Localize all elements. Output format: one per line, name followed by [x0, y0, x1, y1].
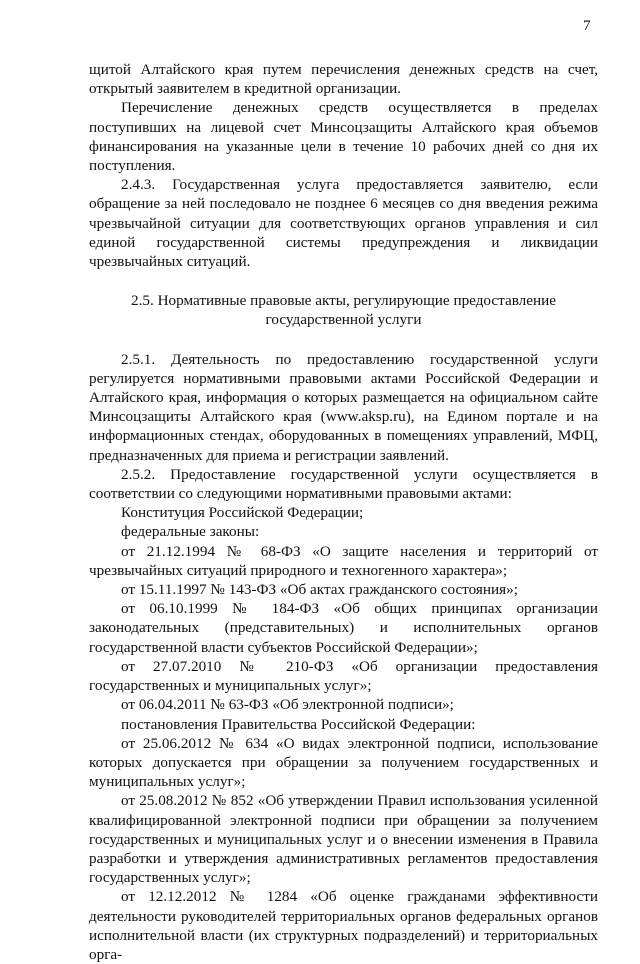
section-heading — [89, 291, 598, 329]
document-body — [89, 60, 598, 964]
paragraph: 2.5.2. Предоставление государственной услуги осуществляется в соответствии со следующими нормативными правовыми актами: — [89, 465, 598, 503]
paragraph: от 06.04.2011 № 63-ФЗ «Об электронной подписи»; — [121, 696, 454, 714]
paragraph: постановления Правительства Российской Федерации: — [121, 715, 476, 733]
section-heading-line: государственной услуги — [265, 311, 422, 329]
paragraph: от 12.12.2012 № 1284 «Об оценке гражданами эффективности деятельности руководителей территориальных органов федеральных органов исполнительной власти (их структурных подразделений) и территориальных орга- — [89, 888, 598, 963]
section-heading-line: 2.5. Нормативные правовые акты, регулирующие предоставление — [131, 292, 556, 310]
paragraph: от 25.08.2012 № 852 «Об утверждении Правил использования усиленной квалифицированной электронной подписи при обращении за получением государственных и муниципальных услуг и о внесении изменения в Правила разработки и утверждения административных регламентов предоставления государственных услуг»; — [89, 792, 598, 887]
page-number: 7 — [583, 18, 591, 34]
paragraph: от 27.07.2010 № 210-ФЗ «Об организации предоставления государственных и муниципальных услуг»; — [89, 657, 598, 695]
paragraph: от 25.06.2012 № 634 «О видах электронной подписи, использование которых допускается при обращении за получением государственных и муниципальных услуг»; — [89, 734, 598, 791]
paragraph: 2.4.3. Государственная услуга предоставляется заявителю, если обращение за ней последовало не позднее 6 месяцев со дня введения режима чрезвычайной ситуации для соответствующих органов управления и сил единой государственной системы предупреждения и ликвидации чрезвычайных ситуаций. — [89, 176, 598, 271]
paragraph: щитой Алтайского края путем перечисления денежных средств на счет, открытый заявителем в кредитной организации. — [89, 61, 598, 98]
paragraph: федеральные законы: — [121, 523, 260, 541]
paragraph: от 21.12.1994 № 68-ФЗ «О защите населения и территорий от чрезвычайных ситуаций природного и техногенного характера»; — [89, 542, 598, 579]
paragraph: Конституция Российской Федерации; — [121, 504, 364, 522]
paragraph: от 06.10.1999 № 184-ФЗ «Об общих принципах организации законодательных (представительных) и исполнительных органов государственной власти субъектов Российской Федерации»; — [89, 600, 598, 656]
paragraph: 2.5.1. Деятельность по предоставлению государственной услуги регулируется нормативными правовыми актами Российской Федерации и Алтайского края, информация о которых размещается на официальном сайте Минсоцзащиты Алтайского края (www.aksp.ru), на Едином портале и на информационных стендах, оборудованных в помещениях управлений, МФЦ, предназначенных для приема и регистрации заявлений. — [89, 350, 598, 464]
paragraph: от 15.11.1997 № 143-ФЗ «Об актах гражданского состояния»; — [121, 581, 518, 599]
paragraph: Перечисление денежных средств осуществляется в пределах поступивших на лицевой счет Минсоцзащиты Алтайского края объемов финансирования на указанные цели в течение 10 рабочих дней со дня их поступления. — [89, 99, 598, 175]
